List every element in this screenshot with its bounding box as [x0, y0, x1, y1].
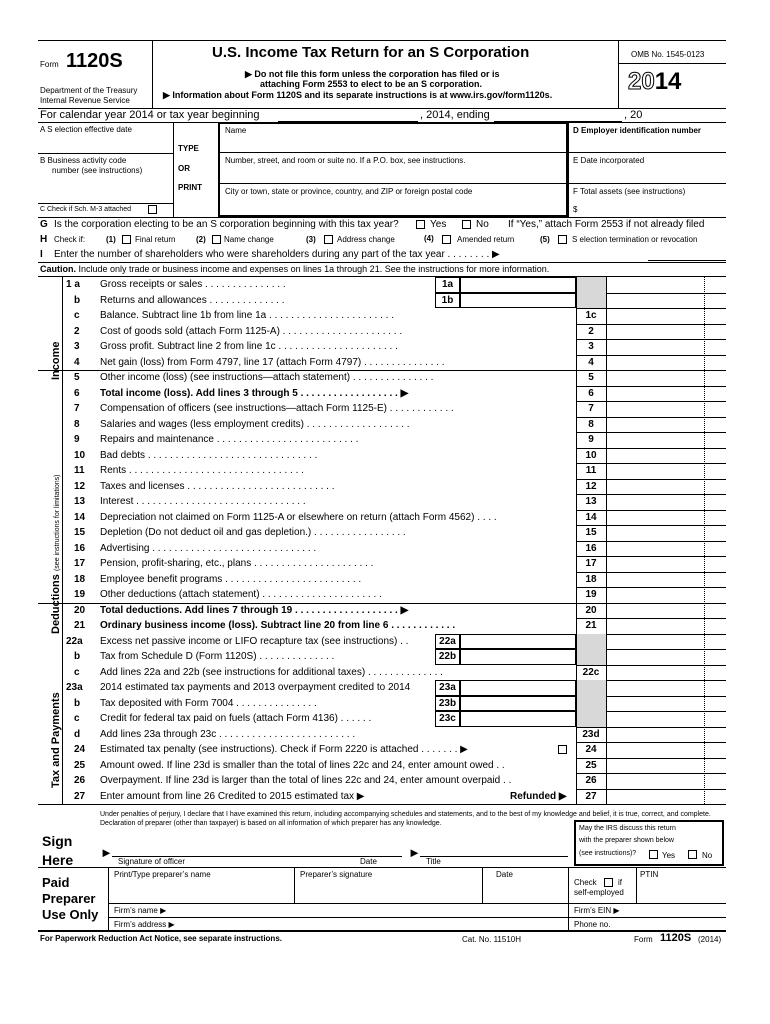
line-number: 18 — [74, 573, 86, 585]
form-1120s — [38, 40, 726, 960]
line-box-label: 15 — [585, 527, 597, 538]
type-label: TYPE — [178, 144, 199, 153]
calendar-ending-label: , 2014, ending — [420, 109, 490, 121]
m3-check-label: C Check if Sch. M-3 attached — [40, 206, 132, 213]
inner-line-box: 23b — [438, 697, 457, 709]
firm-name-label: Firm’s name ▶ — [114, 906, 167, 915]
h-option1-number: (1) — [106, 235, 116, 244]
name-change-checkbox[interactable] — [212, 235, 221, 244]
shaded-cell — [577, 711, 606, 727]
deductions-section-label — [50, 475, 62, 634]
s-election-date-label: A S election effective date — [40, 125, 132, 134]
catalog-number: Cat. No. 11510H — [462, 935, 521, 944]
deductions-note: (see instructions for limitations) — [54, 474, 61, 572]
line-description: Depletion (Do not deduct oil and gas depletion.) . . . . . . . . . . . . . . . . . — [100, 527, 406, 538]
street-field[interactable] — [218, 183, 568, 184]
line-description: Other deductions (attach statement) . . . . . . . . . . . . . . . . . . . . . . — [100, 589, 382, 600]
footer-form-label: Form — [634, 935, 653, 944]
line-box-label: 24 — [585, 744, 597, 755]
prep-divider-2 — [482, 867, 483, 903]
line-number: 9 — [74, 434, 80, 445]
line-amount-field[interactable] — [607, 370, 726, 386]
line-amount-field[interactable] — [607, 324, 726, 340]
line-number: 10 — [74, 449, 86, 461]
self-employed-if-label: if — [618, 878, 622, 887]
line-amount-field[interactable] — [607, 742, 726, 758]
self-employed-check-label: Check — [574, 878, 597, 887]
line-description: Overpayment. If line 23d is larger than the total of lines 22c and 24, enter amount overpaid . . — [100, 775, 512, 786]
line-box-label: 27 — [585, 790, 597, 802]
sign-arrow-2: ► — [408, 845, 421, 860]
line-box-label: 14 — [585, 511, 597, 523]
omb-rule — [618, 63, 726, 64]
line-box-label: 20 — [585, 604, 597, 616]
shaded-cell — [577, 277, 606, 293]
line-description: Balance. Subtract line 1b from line 1a . . . . . . . . . . . . . . . . . . . . . . . — [100, 310, 395, 321]
line-number: 14 — [74, 511, 86, 523]
line-description: Bad debts . . . . . . . . . . . . . . . . . . . . . . . . . . . . . . . — [100, 449, 318, 461]
line-description: Interest . . . . . . . . . . . . . . . . . . . . . . . . . . . . . . . — [100, 496, 306, 507]
form-2220-checkbox[interactable] — [558, 745, 567, 754]
footer-year: (2014) — [698, 935, 722, 944]
g-letter: G — [40, 219, 48, 230]
line-number: 11 — [74, 465, 85, 476]
line-number: 24 — [74, 744, 86, 755]
line-number: 5 — [74, 372, 80, 383]
signature-of-officer-label: Signature of officer — [118, 857, 186, 866]
section-column-rule — [62, 277, 63, 804]
line-box-label: 9 — [588, 434, 594, 445]
line-box-label: 19 — [585, 589, 597, 600]
line-description: Amount owed. If line 23d is smaller than the total of lines 22c and 24, enter amount owed . . — [100, 759, 505, 771]
line-amount-field[interactable] — [607, 556, 726, 572]
line-number: 2 — [74, 325, 80, 337]
line-amount-field[interactable] — [607, 758, 726, 774]
line-box-label: 1c — [585, 310, 597, 321]
line-description: Employee benefit programs . . . . . . . . . . . . . . . . . . . . . . . . . — [100, 573, 362, 585]
business-code-label: B Business activity code — [40, 156, 127, 165]
line-description: Tax from Schedule D (Form 1120S) . . . . . . . . . . . . . . — [100, 651, 335, 662]
line-amount-field[interactable] — [607, 789, 726, 805]
city-label: City or town, state or province, country, and ZIP or foreign postal code — [225, 187, 473, 196]
prep-lower-rule — [108, 917, 726, 918]
line-amount-field[interactable] — [607, 773, 726, 789]
refunded-label: Refunded ▶ — [510, 790, 567, 802]
line-amount-field[interactable] — [607, 386, 726, 402]
line-description: Gross receipts or sales . . . . . . . . . . . . . . . — [100, 279, 286, 290]
perjury-line1: Under penalties of perjury, I declare that I have examined this return, including accompanying schedules and statements, and to the best of my knowledge and belief, it is true, — [100, 811, 640, 818]
line-description: Ordinary business income (loss). Subtract line 20 from line 6 . . . . . . . . . . . . — [100, 620, 456, 631]
name-address-box — [218, 122, 568, 217]
shaded-cell — [577, 696, 606, 712]
line-number: 8 — [74, 418, 80, 430]
line-box-label: 10 — [585, 449, 597, 461]
deductions-title: Deductions — [50, 574, 62, 634]
omb-number: OMB No. 1545-0123 — [631, 50, 705, 59]
line-amount-field[interactable] — [607, 525, 726, 541]
inner-line-box: 1b — [441, 294, 454, 306]
sign-date-label: Date — [360, 857, 377, 866]
header-divider-right — [618, 40, 619, 108]
firm-address-label: Firm’s address ▶ — [114, 920, 175, 929]
line-description: Cost of goods sold (attach Form 1125-A) . . . . . . . . . . . . . . . . . . . . . . — [100, 325, 403, 337]
line-number: b — [74, 294, 81, 306]
line-number: b — [74, 651, 81, 662]
line-number: 16 — [74, 542, 86, 554]
g-yes-checkbox[interactable] — [416, 220, 425, 229]
irs-no-label: No — [702, 851, 713, 860]
perjury-line2: correct, and complete. Declaration of preparer (other than taxpayer) is based on all information of which preparer has any knowledge. — [100, 811, 711, 827]
here-label: Here — [42, 852, 74, 868]
line-number: d — [74, 728, 81, 740]
print-label: PRINT — [178, 183, 202, 192]
shareholders-field[interactable] — [648, 260, 726, 261]
form-title: U.S. Income Tax Return for an S Corporation — [212, 44, 530, 61]
prep-divider-3 — [568, 867, 569, 930]
line-box-label: 8 — [588, 418, 594, 430]
officer-title-field[interactable] — [420, 856, 568, 857]
inner-line-box: 23a — [439, 682, 456, 693]
line-number: 20 — [74, 604, 86, 616]
instruction-3: ▶ Information about Form 1120S and its separate instructions is at www.irs.gov/form1120s. — [163, 90, 553, 100]
address-change-label: Address change — [337, 235, 395, 244]
line-number: 15 — [74, 527, 86, 538]
line-description: Add lines 22a and 22b (see instructions for additional taxes) . . . . . . . . . . . . . . — [100, 666, 443, 678]
inner-amount-field[interactable] — [460, 277, 576, 293]
line-number: c — [74, 713, 80, 724]
s-election-question: Is the corporation electing to be an S corporation beginning with this tax year? — [54, 219, 399, 230]
line-amount-field[interactable] — [607, 463, 726, 479]
line-number: 26 — [74, 775, 86, 786]
final-return-label: Final return — [135, 235, 176, 244]
table-bottom-rule — [38, 804, 726, 805]
line-amount-field[interactable] — [607, 417, 726, 433]
line-box-label: 11 — [585, 465, 597, 476]
h-option5-number: (5) — [540, 235, 550, 244]
line-number: 22a — [66, 635, 83, 647]
tax-payments-section-label: Tax and Payments — [50, 692, 62, 788]
street-label: Number, street, and room or suite no. If a P.O. box, see instructions. — [225, 156, 466, 165]
date-incorporated-field[interactable] — [568, 183, 726, 184]
entity-a-rule — [38, 153, 173, 154]
name-label: Name — [225, 126, 247, 135]
line-description: Rents . . . . . . . . . . . . . . . . . . . . . . . . . . . . . . . . — [100, 465, 304, 476]
footer-form-number: 1120S — [660, 932, 692, 944]
prep-bottom-rule — [38, 930, 726, 932]
line-box-label: 26 — [585, 775, 597, 786]
calendar-20-label: , 20 — [624, 109, 643, 121]
caution-bottom-rule — [38, 276, 726, 277]
line-number: 19 — [74, 589, 86, 600]
g-no-checkbox[interactable] — [462, 220, 471, 229]
shaded-cell — [577, 680, 606, 696]
amended-return-checkbox[interactable] — [442, 235, 451, 244]
shaded-cell — [577, 634, 606, 650]
ptin-label: PTIN — [640, 870, 659, 879]
address-change-checkbox[interactable] — [324, 235, 333, 244]
line-box-label: 18 — [585, 573, 597, 585]
top-rule — [38, 40, 726, 41]
line-description: Total income (loss). Add lines 3 through 5 . . . . . . . . . . . . . . . . . . ▶ — [100, 387, 409, 399]
inner-amount-field[interactable] — [460, 711, 576, 727]
h-option3-number: (3) — [306, 235, 316, 244]
line-description: Credit for federal tax paid on fuels (attach Form 4136) . . . . . . — [100, 713, 372, 724]
sign-label: Sign — [42, 833, 73, 849]
inner-line-box: 1a — [441, 279, 454, 290]
line-amount-field[interactable] — [607, 432, 726, 448]
line-number: 12 — [74, 480, 86, 492]
line-number: 23a — [66, 682, 83, 693]
irs-discuss-line1: May the IRS discuss this return — [579, 825, 676, 832]
line-description: Total deductions. Add lines 7 through 19 . . . . . . . . . . . . . . . . . . . ▶ — [100, 604, 409, 616]
entity-divider-3 — [568, 122, 569, 217]
line-amount-field[interactable] — [607, 401, 726, 417]
line-description: Add lines 23a through 23c . . . . . . . . . . . . . . . . . . . . . . . . . — [100, 728, 356, 740]
h-check-if: Check if: — [54, 235, 86, 244]
line-amount-field[interactable] — [607, 572, 726, 588]
line-box-label: 5 — [588, 372, 594, 383]
dept-line1: Department of the Treasury — [40, 86, 138, 95]
line-box-label: 2 — [588, 325, 594, 337]
prep-divider-1 — [294, 867, 295, 903]
inner-amount-field[interactable] — [460, 696, 576, 712]
sign-arrow-1: ► — [100, 845, 113, 860]
line-number: 27 — [74, 790, 86, 802]
amended-return-label: Amended return — [457, 235, 515, 244]
use-only-label: Use Only — [42, 907, 99, 922]
instruction-1: ▶ Do not file this form unless the corporation has filed or is — [245, 69, 500, 79]
s-termination-checkbox[interactable] — [558, 235, 567, 244]
shaded-cell — [577, 649, 606, 665]
self-employed-checkbox[interactable] — [604, 878, 613, 887]
line-amount-field[interactable] — [607, 510, 726, 526]
entity-b-rule — [38, 203, 173, 204]
tax-year-century: 20 — [628, 68, 655, 95]
line-box-label: 16 — [585, 542, 597, 554]
line-number: 13 — [74, 496, 86, 507]
line-description: Gross profit. Subtract line 2 from line 1c . . . . . . . . . . . . . . . . . . . . . . — [100, 341, 398, 352]
line-description: Estimated tax penalty (see instructions). Check if Form 2220 is attached . . . . . . . ▶ — [100, 744, 468, 755]
line-description: Taxes and licenses . . . . . . . . . . . . . . . . . . . . . . . . . . . — [100, 480, 335, 492]
line-description: Depreciation not claimed on Form 1125-A or elsewhere on return (attach Form 4562) . . . . — [100, 511, 497, 523]
irs-discuss-line2: with the preparer shown below — [579, 837, 674, 844]
line-number: 1 a — [66, 279, 80, 290]
irs-yes-label: Yes — [662, 851, 676, 860]
line-box-label: 13 — [585, 496, 597, 507]
line-number: 21 — [74, 620, 86, 631]
line-number: c — [74, 666, 80, 678]
line-description: Salaries and wages (less employment credits) . . . . . . . . . . . . . . . . . . . — [100, 418, 410, 430]
line-amount-field[interactable] — [607, 618, 726, 634]
line-description: Repairs and maintenance . . . . . . . . . . . . . . . . . . . . . . . . . . — [100, 434, 359, 445]
line-description: Pension, profit-sharing, etc., plans . . . . . . . . . . . . . . . . . . . . . . — [100, 558, 374, 569]
preparer-date-label: Date — [496, 870, 513, 879]
name-change-label: Name change — [224, 235, 274, 244]
g-yes-label: Yes — [430, 219, 447, 230]
inner-amount-field[interactable] — [460, 680, 576, 696]
line-box-label: 12 — [585, 480, 597, 492]
firm-ein-label: Firm’s EIN ▶ — [574, 906, 620, 915]
line-number: 7 — [74, 403, 80, 414]
paid-label: Paid — [42, 875, 70, 890]
line-amount-field[interactable] — [607, 541, 726, 557]
inner-line-box: 23c — [439, 713, 456, 724]
self-employed-label: self-employed — [574, 888, 624, 897]
line-number: 4 — [74, 356, 80, 368]
line-box-label: 22c — [582, 666, 600, 678]
inner-line-box: 22a — [439, 635, 456, 647]
h-option2-number: (2) — [196, 235, 206, 244]
g-note: If “Yes,” attach Form 2553 if not already filed — [508, 219, 705, 230]
section-divider — [38, 603, 726, 604]
line-amount-field[interactable] — [607, 603, 726, 619]
line-amount-field[interactable] — [607, 479, 726, 495]
irs-no-checkbox[interactable] — [688, 850, 697, 859]
line-box-label: 23d — [582, 728, 600, 740]
entity-bottom-rule — [38, 217, 726, 218]
h-option4-number: (4) — [424, 234, 434, 243]
s-termination-label: S election termination or revocation — [572, 235, 698, 244]
line-box-label: 4 — [588, 356, 594, 368]
line-amount-field[interactable] — [607, 587, 726, 603]
line-amount-field[interactable] — [607, 494, 726, 510]
ein-field[interactable] — [568, 152, 726, 153]
inner-amount-field[interactable] — [460, 649, 576, 665]
caution-text — [40, 264, 549, 274]
line-description: Enter amount from line 26 Credited to 2015 estimated tax ▶ — [100, 790, 365, 802]
line-description: Compensation of officers (see instructions—attach Form 1125-E) . . . . . . . . . . . . — [100, 403, 454, 414]
tax-year-suffix: 14 — [654, 68, 682, 95]
prep-mid-rule — [108, 903, 726, 904]
line-number: b — [74, 697, 81, 709]
line-number: 17 — [74, 558, 86, 569]
instruction-2: attaching Form 2553 to elect to be an S corporation. — [260, 79, 483, 89]
preparer-name-label: Print/Type preparer’s name — [114, 870, 211, 879]
entity-divider-1 — [173, 122, 174, 217]
i-letter: I — [40, 249, 43, 260]
line-description: 2014 estimated tax payments and 2013 overpayment credited to 2014 — [100, 682, 411, 693]
prep-divider-4 — [636, 867, 637, 903]
line-box-label: 6 — [588, 387, 594, 399]
line-box-label: 25 — [585, 759, 597, 771]
header-divider-left — [152, 40, 153, 108]
irs-discuss-line3: (see instructions)? — [579, 850, 637, 857]
preparer-signature-label: Preparer’s signature — [300, 870, 373, 879]
ein-label: D Employer identification number — [573, 126, 702, 135]
title-label: Title — [426, 857, 441, 866]
line-number: 6 — [74, 387, 80, 399]
form-number: 1120S — [66, 50, 123, 72]
m3-checkbox[interactable] — [148, 205, 157, 214]
section-divider — [38, 370, 726, 371]
calendar-year-label: For calendar year 2014 or tax year beginning — [40, 109, 260, 121]
line-description: Advertising . . . . . . . . . . . . . . . . . . . . . . . . . . . . . . — [100, 542, 317, 554]
business-code-label-2: number (see instructions) — [52, 166, 143, 175]
line-description: Returns and allowances . . . . . . . . . . . . . . — [100, 294, 285, 306]
sign-bottom-rule — [38, 867, 726, 868]
line-amount-field[interactable] — [607, 448, 726, 464]
caution-body: Include only trade or business income and expenses on lines 1a through 21. See the instructions for more information. — [76, 264, 550, 274]
or-label: OR — [178, 164, 190, 173]
shareholders-label: Enter the number of shareholders who were shareholders during any part of the tax year . . . . . . . . ▶ — [54, 249, 500, 260]
line-amount-field[interactable] — [607, 339, 726, 355]
phone-label: Phone no. — [574, 920, 611, 929]
irs-yes-checkbox[interactable] — [649, 850, 658, 859]
line-description: Excess net passive income or LIFO recapture tax (see instructions) . . — [100, 635, 409, 647]
line-number: 3 — [74, 341, 80, 352]
inner-amount-field[interactable] — [460, 293, 576, 309]
total-assets-label: F Total assets (see instructions) — [573, 187, 686, 196]
line-amount-field[interactable] — [607, 308, 726, 324]
dollar-sign: $ — [573, 205, 578, 214]
line-description: Tax deposited with Form 7004 . . . . . . . . . . . . . . . — [100, 697, 317, 709]
caution-bold: Caution. — [40, 264, 76, 274]
paperwork-notice: For Paperwork Reduction Act Notice, see separate instructions. — [40, 934, 282, 943]
shaded-cell — [577, 293, 606, 309]
i-bottom-rule — [38, 262, 726, 263]
line-description: Other income (loss) (see instructions—attach statement) . . . . . . . . . . . . . . . — [100, 372, 434, 383]
prep-divider-0 — [108, 867, 109, 930]
line-number: 25 — [74, 759, 86, 771]
line-amount-field[interactable] — [607, 355, 726, 371]
dept-line2: Internal Revenue Service — [40, 96, 130, 105]
inner-line-box: 22b — [438, 651, 457, 662]
preparer-label: Preparer — [42, 891, 96, 906]
line-description: Net gain (loss) from Form 4797, line 17 (attach Form 4797) . . . . . . . . . . . . . . . — [100, 356, 445, 368]
tax-year — [628, 68, 681, 96]
date-incorporated-label: E Date incorporated — [573, 156, 645, 165]
name-field[interactable] — [218, 152, 568, 153]
g-no-label: No — [476, 219, 489, 230]
line-box-label: 7 — [588, 403, 594, 414]
inner-amount-field[interactable] — [460, 634, 576, 650]
final-return-checkbox[interactable] — [122, 235, 131, 244]
line-box-label: 17 — [585, 558, 597, 569]
income-section-label: Income — [50, 341, 62, 380]
h-letter: H — [40, 234, 48, 245]
line-amount-field[interactable] — [607, 665, 726, 681]
line-number: c — [74, 310, 80, 321]
line-box-label: 3 — [588, 341, 594, 352]
line-box-label: 21 — [585, 620, 597, 631]
line-amount-field[interactable] — [607, 727, 726, 743]
form-label: Form — [40, 60, 59, 69]
